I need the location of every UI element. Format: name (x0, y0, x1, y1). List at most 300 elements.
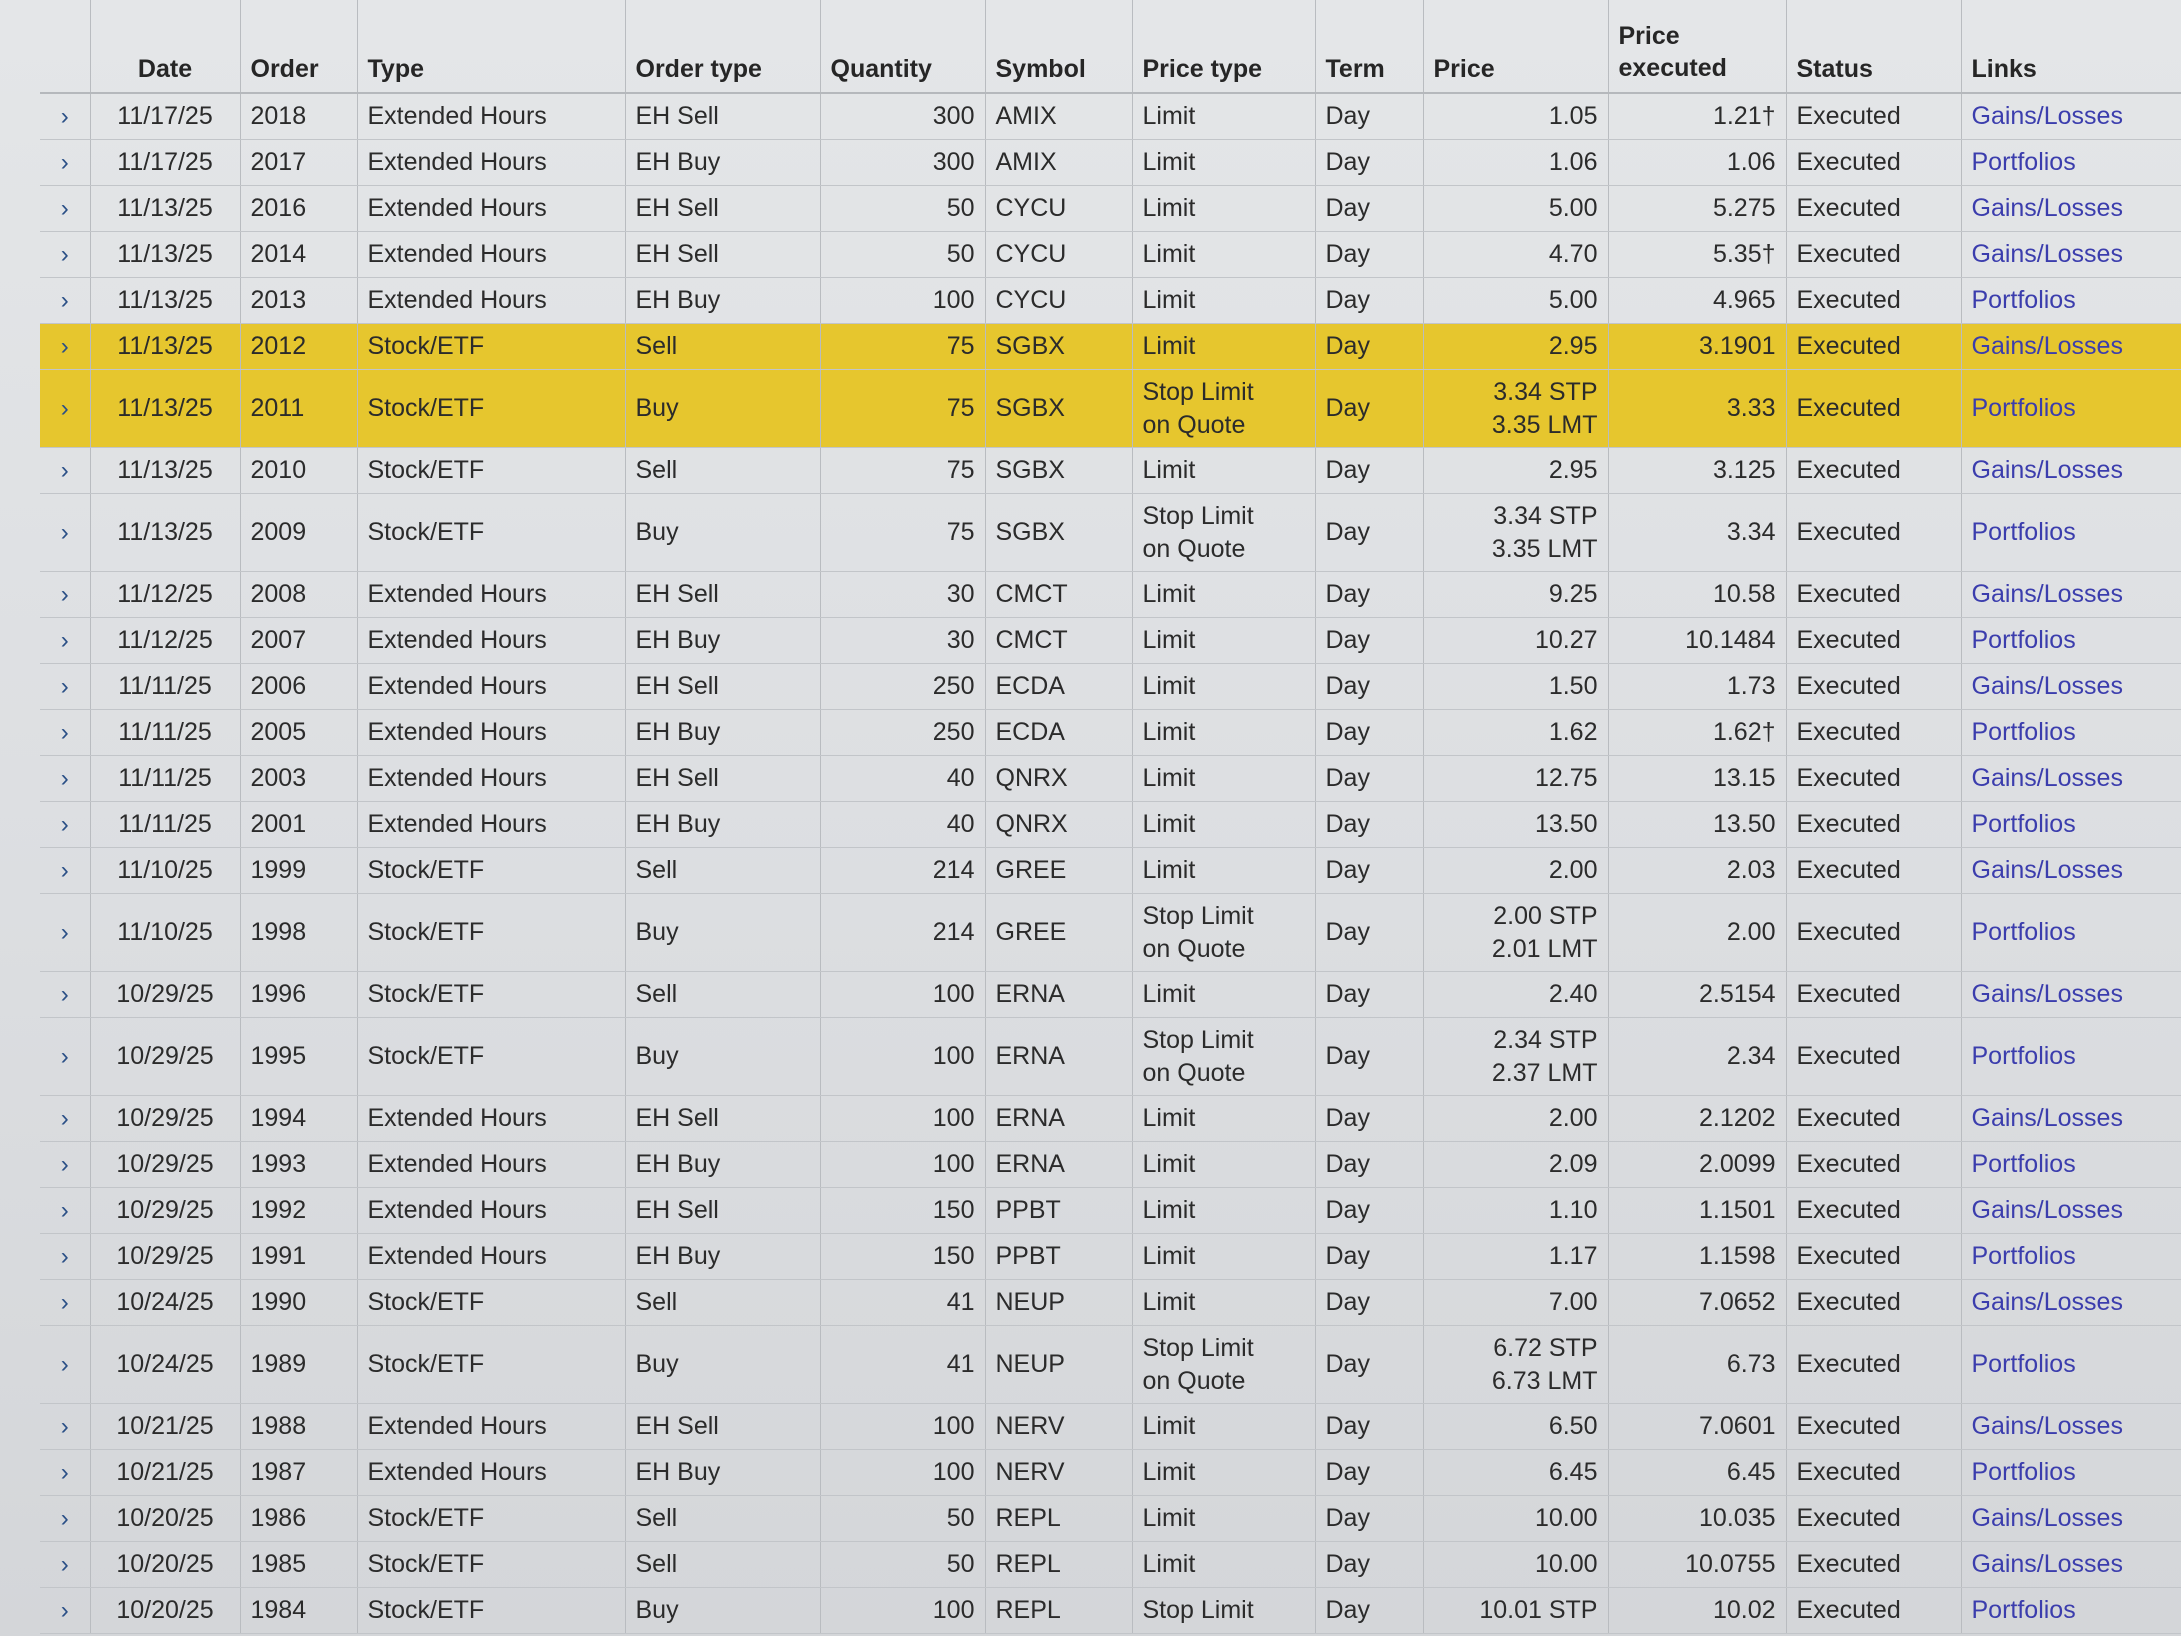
cell-date: 11/10/25 (90, 848, 240, 894)
cell-type: Stock/ETF (357, 972, 625, 1018)
gains-losses-link[interactable]: Gains/Losses (1961, 664, 2181, 710)
cell-symbol: ERNA (985, 972, 1132, 1018)
cell-quantity: 300 (820, 140, 985, 186)
table-row (40, 93, 2181, 140)
cell-order: 2017 (240, 140, 357, 186)
cell-price-executed: 1.1501 (1608, 1188, 1786, 1234)
cell-price-type: Limit (1132, 572, 1315, 618)
cell-type: Extended Hours (357, 232, 625, 278)
col-quantity[interactable] (820, 0, 985, 93)
cell-price-type: Limit (1132, 1496, 1315, 1542)
cell-order-type: EH Buy (625, 618, 820, 664)
cell-quantity: 75 (820, 448, 985, 494)
orders-table (40, 0, 2181, 1634)
chevron-right-icon: › (60, 980, 69, 1008)
cell-price-executed: 2.03 (1608, 848, 1786, 894)
chevron-right-icon: › (60, 1196, 69, 1224)
cell-price-executed: 10.58 (1608, 572, 1786, 618)
cell-price: 1.06 (1423, 140, 1608, 186)
cell-quantity: 41 (820, 1326, 985, 1404)
cell-status: Executed (1786, 1326, 1961, 1404)
cell-price-executed: 3.125 (1608, 448, 1786, 494)
cell-type: Extended Hours (357, 664, 625, 710)
cell-price-type: Limit (1132, 1542, 1315, 1588)
cell-type: Extended Hours (357, 618, 625, 664)
cell-status: Executed (1786, 1588, 1961, 1634)
gains-losses-link[interactable]: Gains/Losses (1961, 1496, 2181, 1542)
portfolios-link[interactable]: Portfolios (1961, 710, 2181, 756)
cell-price: 10.01 STP (1423, 1588, 1608, 1634)
cell-price (1423, 894, 1608, 972)
cell-type: Stock/ETF (357, 1542, 625, 1588)
cell-order-type: Sell (625, 1496, 820, 1542)
gains-losses-link[interactable]: Gains/Losses (1961, 93, 2181, 140)
expand-row-button[interactable] (40, 1496, 90, 1542)
cell-order-type: Buy (625, 1588, 820, 1634)
expand-row-button[interactable] (40, 664, 90, 710)
cell-quantity: 30 (820, 618, 985, 664)
cell-status: Executed (1786, 448, 1961, 494)
cell-price-executed: 6.45 (1608, 1450, 1786, 1496)
gains-losses-link[interactable]: Gains/Losses (1961, 1280, 2181, 1326)
cell-term: Day (1315, 572, 1423, 618)
col-status-label: Status (1796, 55, 1873, 83)
cell-order-type: EH Sell (625, 756, 820, 802)
cell-quantity: 150 (820, 1188, 985, 1234)
expand-row-button[interactable] (40, 1588, 90, 1634)
table-row (40, 664, 2181, 710)
price-type-line-2: on Quote (1142, 1058, 1246, 1087)
cell-term: Day (1315, 710, 1423, 756)
cell-symbol: CYCU (985, 186, 1132, 232)
cell-price-type: Limit (1132, 1096, 1315, 1142)
cell-status: Executed (1786, 1404, 1961, 1450)
col-price-type[interactable] (1132, 0, 1315, 93)
expand-row-button[interactable] (40, 370, 90, 448)
cell-status: Executed (1786, 93, 1961, 140)
cell-term: Day (1315, 618, 1423, 664)
price-stop: 6.72 STP (1493, 1333, 1598, 1362)
cell-price: 2.00 (1423, 848, 1608, 894)
cell-price-type: Limit (1132, 1280, 1315, 1326)
portfolios-link[interactable]: Portfolios (1961, 140, 2181, 186)
chevron-right-icon: › (60, 1458, 69, 1486)
cell-order-type: EH Sell (625, 1404, 820, 1450)
cell-status: Executed (1786, 1542, 1961, 1588)
cell-order-type: EH Buy (625, 278, 820, 324)
gains-losses-link[interactable]: Gains/Losses (1961, 756, 2181, 802)
table-row (40, 186, 2181, 232)
chevron-right-icon: › (60, 456, 69, 484)
cell-order-type: EH Buy (625, 802, 820, 848)
cell-symbol: AMIX (985, 140, 1132, 186)
cell-order: 1988 (240, 1404, 357, 1450)
cell-symbol: PPBT (985, 1188, 1132, 1234)
cell-order: 2007 (240, 618, 357, 664)
price-limit: 3.35 LMT (1491, 410, 1598, 439)
cell-symbol: SGBX (985, 370, 1132, 448)
price-type-line-1: Stop Limit (1142, 1025, 1254, 1054)
cell-quantity: 50 (820, 1542, 985, 1588)
cell-price-type (1132, 494, 1315, 572)
expand-row-button[interactable] (40, 1280, 90, 1326)
cell-price: 6.50 (1423, 1404, 1608, 1450)
chevron-right-icon: › (60, 1412, 69, 1440)
portfolios-link[interactable]: Portfolios (1961, 1234, 2181, 1280)
cell-order-type: Sell (625, 1542, 820, 1588)
price-type-line-1: Stop Limit (1142, 501, 1254, 530)
table-row (40, 1142, 2181, 1188)
cell-term: Day (1315, 93, 1423, 140)
expand-row-button[interactable] (40, 802, 90, 848)
cell-price-executed: 2.5154 (1608, 972, 1786, 1018)
cell-term: Day (1315, 1096, 1423, 1142)
cell-price-executed: 2.00 (1608, 894, 1786, 972)
cell-symbol: ERNA (985, 1096, 1132, 1142)
cell-price-executed: 5.35† (1608, 232, 1786, 278)
chevron-right-icon: › (60, 764, 69, 792)
cell-date: 10/20/25 (90, 1542, 240, 1588)
cell-symbol: QNRX (985, 802, 1132, 848)
price-limit: 6.73 LMT (1491, 1366, 1598, 1395)
cell-order: 1995 (240, 1018, 357, 1096)
col-price-executed[interactable] (1608, 0, 1786, 93)
cell-quantity: 250 (820, 664, 985, 710)
cell-date: 11/11/25 (90, 756, 240, 802)
table-row (40, 572, 2181, 618)
col-status[interactable] (1786, 0, 1961, 93)
cell-date: 11/17/25 (90, 140, 240, 186)
cell-order: 2006 (240, 664, 357, 710)
expand-row-button[interactable] (40, 710, 90, 756)
cell-quantity: 250 (820, 710, 985, 756)
cell-order-type: Sell (625, 324, 820, 370)
cell-symbol: NEUP (985, 1326, 1132, 1404)
gains-losses-link[interactable]: Gains/Losses (1961, 848, 2181, 894)
cell-symbol: CMCT (985, 572, 1132, 618)
cell-status: Executed (1786, 710, 1961, 756)
cell-order-type: Sell (625, 972, 820, 1018)
expand-row-button[interactable] (40, 1542, 90, 1588)
chevron-right-icon: › (60, 240, 69, 268)
cell-price-executed: 10.02 (1608, 1588, 1786, 1634)
cell-term: Day (1315, 1018, 1423, 1096)
cell-price-type (1132, 1018, 1315, 1096)
chevron-right-icon: › (60, 672, 69, 700)
expand-row-button[interactable] (40, 494, 90, 572)
cell-status: Executed (1786, 1018, 1961, 1096)
cell-date: 10/20/25 (90, 1588, 240, 1634)
cell-price-type: Limit (1132, 664, 1315, 710)
table-row (40, 232, 2181, 278)
cell-order: 2016 (240, 186, 357, 232)
chevron-right-icon: › (60, 332, 69, 360)
col-term-label: Term (1325, 55, 1385, 83)
table-row (40, 1018, 2181, 1096)
cell-status: Executed (1786, 848, 1961, 894)
expand-row-button[interactable] (40, 618, 90, 664)
cell-order: 2010 (240, 448, 357, 494)
price-stop: 3.34 STP (1493, 377, 1598, 406)
cell-date: 10/29/25 (90, 1188, 240, 1234)
expand-row-button[interactable] (40, 186, 90, 232)
cell-price-type: Limit (1132, 1188, 1315, 1234)
cell-status: Executed (1786, 370, 1961, 448)
cell-price-executed: 1.1598 (1608, 1234, 1786, 1280)
cell-price-executed: 10.035 (1608, 1496, 1786, 1542)
cell-quantity: 40 (820, 756, 985, 802)
cell-price-type: Limit (1132, 1234, 1315, 1280)
portfolios-link[interactable]: Portfolios (1961, 1142, 2181, 1188)
gains-losses-link[interactable]: Gains/Losses (1961, 1096, 2181, 1142)
table-row (40, 278, 2181, 324)
portfolios-link[interactable]: Portfolios (1961, 370, 2181, 448)
cell-order-type: Buy (625, 1326, 820, 1404)
cell-price-type: Limit (1132, 1142, 1315, 1188)
cell-type: Extended Hours (357, 756, 625, 802)
expand-row-button[interactable] (40, 324, 90, 370)
gains-losses-link[interactable]: Gains/Losses (1961, 1542, 2181, 1588)
gains-losses-link[interactable]: Gains/Losses (1961, 232, 2181, 278)
cell-price-type: Limit (1132, 448, 1315, 494)
cell-status: Executed (1786, 324, 1961, 370)
expand-row-button[interactable] (40, 1018, 90, 1096)
cell-quantity: 75 (820, 324, 985, 370)
col-price[interactable] (1423, 0, 1608, 93)
cell-symbol: REPL (985, 1496, 1132, 1542)
expand-row-button[interactable] (40, 1404, 90, 1450)
cell-quantity: 150 (820, 1234, 985, 1280)
cell-status: Executed (1786, 756, 1961, 802)
cell-price-executed: 10.0755 (1608, 1542, 1786, 1588)
price-stop: 3.34 STP (1493, 501, 1598, 530)
cell-price-executed: 3.34 (1608, 494, 1786, 572)
cell-date: 11/13/25 (90, 370, 240, 448)
portfolios-link[interactable]: Portfolios (1961, 1018, 2181, 1096)
cell-quantity: 50 (820, 232, 985, 278)
table-row (40, 1542, 2181, 1588)
col-date[interactable] (90, 0, 240, 93)
cell-order-type: Sell (625, 448, 820, 494)
price-type-line-1: Stop Limit (1142, 377, 1254, 406)
cell-quantity: 214 (820, 848, 985, 894)
portfolios-link[interactable]: Portfolios (1961, 494, 2181, 572)
cell-type: Extended Hours (357, 1450, 625, 1496)
cell-status: Executed (1786, 1142, 1961, 1188)
cell-symbol: ECDA (985, 664, 1132, 710)
cell-price-executed: 13.15 (1608, 756, 1786, 802)
cell-order-type: EH Sell (625, 664, 820, 710)
cell-order: 1992 (240, 1188, 357, 1234)
cell-order-type: Buy (625, 1018, 820, 1096)
cell-term: Day (1315, 1588, 1423, 1634)
price-type-line-2: on Quote (1142, 534, 1246, 563)
cell-term: Day (1315, 802, 1423, 848)
cell-price-type: Limit (1132, 278, 1315, 324)
table-row (40, 894, 2181, 972)
cell-order: 1998 (240, 894, 357, 972)
table-row (40, 1450, 2181, 1496)
expand-row-button[interactable] (40, 448, 90, 494)
table-row (40, 448, 2181, 494)
gains-losses-link[interactable]: Gains/Losses (1961, 1188, 2181, 1234)
col-symbol-label: Symbol (995, 55, 1086, 83)
cell-price: 1.10 (1423, 1188, 1608, 1234)
cell-status: Executed (1786, 664, 1961, 710)
table-row (40, 1326, 2181, 1404)
expand-row-button[interactable] (40, 140, 90, 186)
cell-quantity: 40 (820, 802, 985, 848)
cell-type: Extended Hours (357, 140, 625, 186)
chevron-right-icon: › (60, 1042, 69, 1070)
cell-date: 11/11/25 (90, 664, 240, 710)
cell-order: 1993 (240, 1142, 357, 1188)
col-order-type[interactable] (625, 0, 820, 93)
cell-order: 1991 (240, 1234, 357, 1280)
cell-symbol: GREE (985, 848, 1132, 894)
col-order[interactable] (240, 0, 357, 93)
cell-price-type: Limit (1132, 848, 1315, 894)
cell-order-type: Buy (625, 494, 820, 572)
cell-status: Executed (1786, 572, 1961, 618)
cell-price-type: Limit (1132, 710, 1315, 756)
expand-row-button[interactable] (40, 972, 90, 1018)
cell-date: 11/13/25 (90, 324, 240, 370)
cell-symbol: QNRX (985, 756, 1132, 802)
cell-status: Executed (1786, 618, 1961, 664)
expand-row-button[interactable] (40, 848, 90, 894)
expand-row-button[interactable] (40, 1450, 90, 1496)
col-symbol[interactable] (985, 0, 1132, 93)
table-row (40, 494, 2181, 572)
cell-price-executed: 13.50 (1608, 802, 1786, 848)
portfolios-link[interactable]: Portfolios (1961, 618, 2181, 664)
expand-row-button[interactable] (40, 572, 90, 618)
cell-type: Stock/ETF (357, 370, 625, 448)
cell-price: 2.95 (1423, 324, 1608, 370)
gains-losses-link[interactable]: Gains/Losses (1961, 324, 2181, 370)
cell-price-type: Limit (1132, 140, 1315, 186)
col-term[interactable] (1315, 0, 1423, 93)
cell-type: Extended Hours (357, 93, 625, 140)
chevron-right-icon: › (60, 1288, 69, 1316)
chevron-right-icon: › (60, 718, 69, 746)
cell-status: Executed (1786, 972, 1961, 1018)
cell-price-type: Limit (1132, 802, 1315, 848)
cell-symbol: REPL (985, 1588, 1132, 1634)
col-order-type-label: Order type (635, 55, 762, 83)
cell-symbol: SGBX (985, 324, 1132, 370)
expand-row-button[interactable] (40, 756, 90, 802)
col-type[interactable] (357, 0, 625, 93)
expand-row-button[interactable] (40, 1234, 90, 1280)
cell-order-type: EH Buy (625, 1450, 820, 1496)
portfolios-link[interactable]: Portfolios (1961, 1450, 2181, 1496)
cell-quantity: 100 (820, 1404, 985, 1450)
table-row (40, 1280, 2181, 1326)
header-row (40, 0, 2181, 93)
cell-price-executed: 7.0601 (1608, 1404, 1786, 1450)
col-price-label: Price (1433, 55, 1495, 83)
gains-losses-link[interactable]: Gains/Losses (1961, 448, 2181, 494)
cell-order: 1986 (240, 1496, 357, 1542)
expand-row-button[interactable] (40, 1096, 90, 1142)
portfolios-link[interactable]: Portfolios (1961, 278, 2181, 324)
cell-term: Day (1315, 1450, 1423, 1496)
cell-symbol: CMCT (985, 618, 1132, 664)
cell-symbol: SGBX (985, 494, 1132, 572)
chevron-right-icon: › (60, 148, 69, 176)
cell-price: 9.25 (1423, 572, 1608, 618)
gains-losses-link[interactable]: Gains/Losses (1961, 186, 2181, 232)
cell-symbol: CYCU (985, 278, 1132, 324)
cell-term: Day (1315, 1280, 1423, 1326)
table-row (40, 1234, 2181, 1280)
cell-price-executed: 2.1202 (1608, 1096, 1786, 1142)
cell-term: Day (1315, 1496, 1423, 1542)
expand-row-button[interactable] (40, 278, 90, 324)
expand-row-button[interactable] (40, 93, 90, 140)
expand-row-button[interactable] (40, 1142, 90, 1188)
cell-type: Extended Hours (357, 1188, 625, 1234)
cell-order: 1990 (240, 1280, 357, 1326)
portfolios-link[interactable]: Portfolios (1961, 1588, 2181, 1634)
cell-price-executed: 5.275 (1608, 186, 1786, 232)
cell-date: 10/29/25 (90, 1142, 240, 1188)
cell-order-type: Sell (625, 848, 820, 894)
gains-losses-link[interactable]: Gains/Losses (1961, 972, 2181, 1018)
col-links (1961, 0, 2181, 93)
cell-date: 11/12/25 (90, 618, 240, 664)
cell-date: 10/24/25 (90, 1280, 240, 1326)
cell-type: Stock/ETF (357, 324, 625, 370)
cell-order-type: EH Buy (625, 1234, 820, 1280)
cell-type: Extended Hours (357, 1142, 625, 1188)
cell-symbol: GREE (985, 894, 1132, 972)
cell-term: Day (1315, 324, 1423, 370)
cell-status: Executed (1786, 1280, 1961, 1326)
chevron-right-icon: › (60, 194, 69, 222)
cell-type: Stock/ETF (357, 894, 625, 972)
expand-row-button[interactable] (40, 894, 90, 972)
cell-price-type: Limit (1132, 232, 1315, 278)
expand-row-button[interactable] (40, 1188, 90, 1234)
cell-status: Executed (1786, 186, 1961, 232)
cell-date: 11/12/25 (90, 572, 240, 618)
chevron-right-icon: › (60, 1104, 69, 1132)
gains-losses-link[interactable]: Gains/Losses (1961, 572, 2181, 618)
expand-row-button[interactable] (40, 1326, 90, 1404)
cell-order-type: EH Buy (625, 710, 820, 756)
portfolios-link[interactable]: Portfolios (1961, 1326, 2181, 1404)
table-row (40, 618, 2181, 664)
cell-price (1423, 1326, 1608, 1404)
chevron-right-icon: › (60, 1242, 69, 1270)
cell-order-type: EH Buy (625, 140, 820, 186)
col-quantity-label: Quantity (830, 55, 932, 83)
portfolios-link[interactable]: Portfolios (1961, 894, 2181, 972)
cell-status: Executed (1786, 1096, 1961, 1142)
portfolios-link[interactable]: Portfolios (1961, 802, 2181, 848)
cell-order: 2005 (240, 710, 357, 756)
cell-type: Stock/ETF (357, 1280, 625, 1326)
cell-date: 10/29/25 (90, 972, 240, 1018)
cell-price-type: Limit (1132, 972, 1315, 1018)
price-limit: 3.35 LMT (1491, 534, 1598, 563)
expand-row-button[interactable] (40, 232, 90, 278)
gains-losses-link[interactable]: Gains/Losses (1961, 1404, 2181, 1450)
cell-symbol: AMIX (985, 93, 1132, 140)
